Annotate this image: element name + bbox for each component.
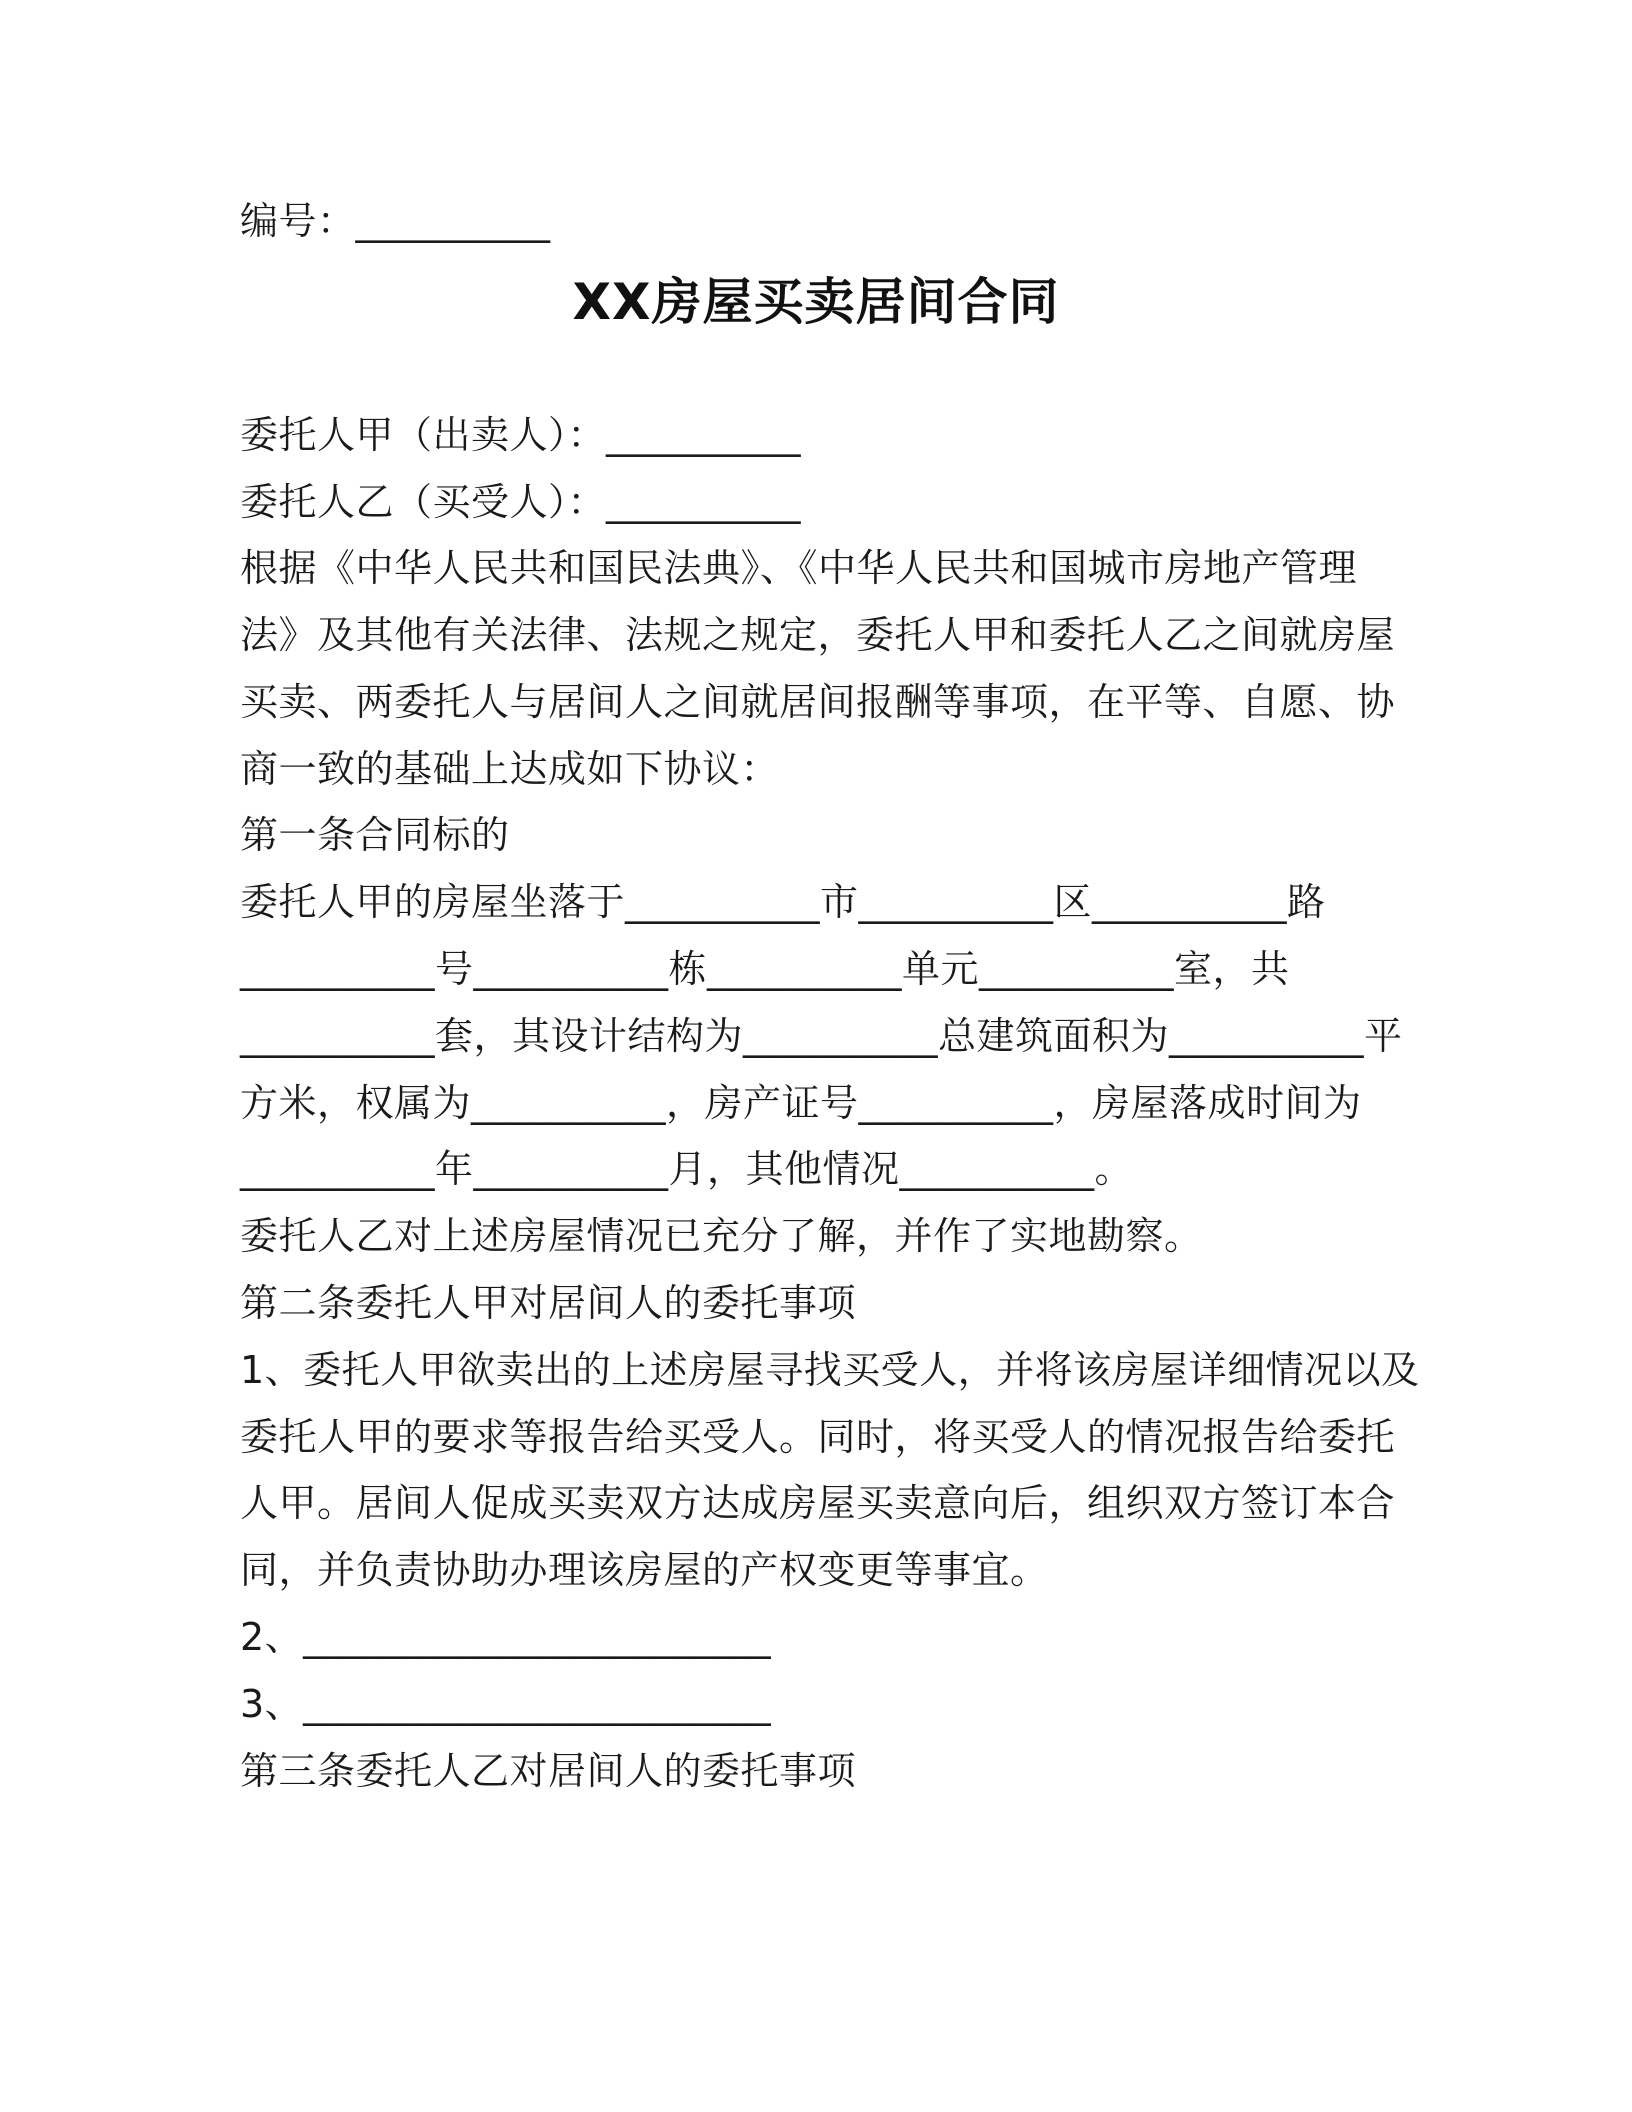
- article-2-item-2: 2、________________________: [240, 1615, 772, 1659]
- article-2-line-3: 人甲。居间人促成买卖双方达成房屋买卖意向后，组织双方签订本合: [240, 1481, 1396, 1525]
- article-1-line-2: __________号__________栋__________单元__________室，共: [240, 947, 1290, 991]
- article-1-line-3: __________套，其设计结构为__________总建筑面积为__________平: [240, 1014, 1403, 1058]
- article-2-item-3: 3、________________________: [240, 1682, 772, 1726]
- intro-line-3: 买卖、两委托人与居间人之间就居间报酬等事项，在平等、自愿、协: [240, 680, 1396, 724]
- intro-line-1: 根据《中华人民共和国民法典》、《中华人民共和国城市房地产管理: [240, 546, 1358, 590]
- article-2-heading: 第二条委托人甲对居间人的委托事项: [240, 1281, 857, 1325]
- article-1-line-4: 方米，权属为__________，房产证号__________，房屋落成时间为: [240, 1081, 1362, 1125]
- intro-line-4: 商一致的基础上达成如下协议：: [240, 747, 780, 791]
- contract-number: 编号：__________: [240, 199, 551, 243]
- article-2-line-1: 1、委托人甲欲卖出的上述房屋寻找买受人，并将该房屋详细情况以及: [240, 1348, 1420, 1392]
- article-2-line-4: 同，并负责协助办理该房屋的产权变更等事宜。: [240, 1548, 1049, 1592]
- article-1-line-5: __________年__________月，其他情况__________。: [240, 1147, 1134, 1191]
- article-1-line-1: 委托人甲的房屋坐落于__________市__________区__________路: [240, 880, 1326, 924]
- article-1-note: 委托人乙对上述房屋情况已充分了解，并作了实地勘察。: [240, 1214, 1203, 1258]
- article-3-heading: 第三条委托人乙对居间人的委托事项: [240, 1749, 857, 1793]
- document-title: XX房屋买卖居间合同: [572, 273, 1060, 331]
- party-b-line: 委托人乙（买受人）：__________: [240, 480, 802, 524]
- intro-line-2: 法》及其他有关法律、法规之规定，委托人甲和委托人乙之间就房屋: [240, 613, 1396, 657]
- article-1-heading: 第一条合同标的: [240, 813, 510, 857]
- party-a-line: 委托人甲（出卖人）：__________: [240, 413, 802, 457]
- article-2-line-2: 委托人甲的要求等报告给买受人。同时，将买受人的情况报告给委托: [240, 1415, 1396, 1459]
